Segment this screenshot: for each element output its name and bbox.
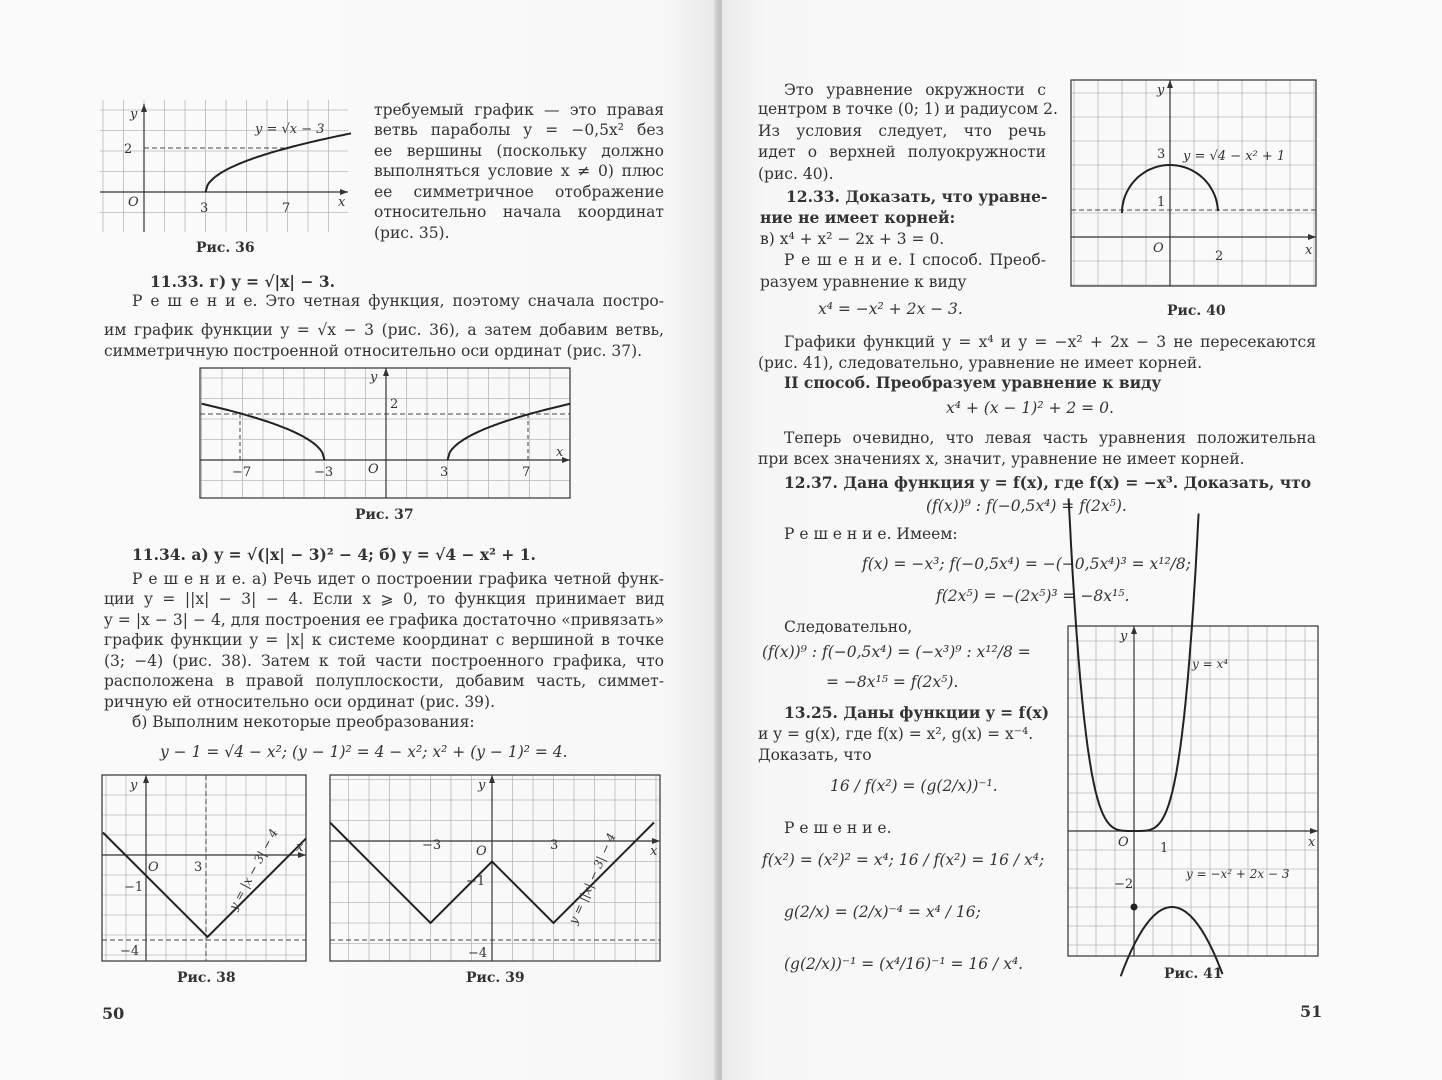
- fig41-graph: [1068, 626, 1320, 958]
- problem-12-33-v: в) x⁴ + x² − 2x + 3 = 0.: [760, 230, 945, 248]
- right-top-line-4: идет о верхней полуокружности: [758, 143, 1046, 161]
- p1134-solution-line-6: расположена в правой полуплоскости, добавим часть, симмет-: [104, 672, 664, 690]
- fig37-axis-y: y: [370, 370, 378, 385]
- fig40-caption: Рис. 40: [1167, 303, 1226, 319]
- p1134-solution-line-2: ции y = ||x| − 3| − 4. Если x ⩾ 0, то функция принимает вид: [104, 590, 664, 608]
- fig41-function-label-1: y = x⁴: [1192, 657, 1229, 671]
- fig37-tick-x7: 7: [522, 465, 531, 480]
- p1134-solution-line-5: (3; −4) (рис. 38). Затем к той части построенного графика, что: [104, 652, 664, 670]
- fig40-grid: [1071, 80, 1316, 286]
- fig40-graph: [1071, 80, 1318, 288]
- p-sled-formula-2: = −8x¹⁵ = f(2x⁵).: [826, 673, 959, 691]
- fig40-tick-y3: 3: [1157, 147, 1166, 162]
- fig39-graph: [330, 775, 662, 963]
- fig41-tick-x1: 1: [1160, 841, 1169, 856]
- fig40-tick-x2: 2: [1215, 249, 1224, 264]
- fig39-grid: [330, 775, 660, 961]
- fig36-caption: Рис. 36: [196, 240, 255, 256]
- p1134-solution-line-7: ричную ей относительно оси ординат (рис. 39).: [104, 693, 496, 711]
- fig37-tick-x3: 3: [440, 465, 449, 480]
- p-method-2: II способ. Преобразуем уравнение к виду: [784, 373, 1162, 392]
- fig39-origin: O: [476, 844, 487, 859]
- p-graphs-line-2: (рис. 41), следовательно, уравнение не имеет корней.: [758, 354, 1203, 372]
- p-now-line-2: при всех значениях x, значит, уравнение не имеет корней.: [758, 450, 1245, 468]
- p1237-formula: (f(x))⁹ : f(−0,5x⁴) = f(2x⁵).: [926, 497, 1127, 515]
- right-top-line-5: (рис. 40).: [758, 165, 834, 183]
- p1325-formula-2: g(2/x) = (2/x)⁻⁴ = x⁴ / 16;: [784, 903, 981, 921]
- fig38-tick-ym1: −1: [124, 880, 144, 895]
- fig38-axis-y: y: [130, 778, 138, 793]
- formula-b: y − 1 = √4 − x²; (y − 1)² = 4 − x²; x² + (y − 1)² = 4.: [160, 743, 568, 761]
- p1134-solution-line-3: y = |x − 3| − 4, для построения ее графика достаточно «привязать»: [104, 611, 664, 629]
- fig36-tick-y2: 2: [124, 142, 133, 157]
- fig39-tick-ym4: −4: [468, 946, 488, 961]
- fig37-tick-xm7: −7: [232, 465, 252, 480]
- p1237-solution: Р е ш е н и е. Имеем:: [784, 525, 958, 543]
- problem-12-33-line-2: ние не имеет корней:: [760, 208, 956, 227]
- problem-11-34: 11.34. а) y = √(|x| − 3)² − 4; б) y = √4 − x² + 1.: [132, 545, 536, 564]
- p-method-2-formula: x⁴ + (x − 1)² + 2 = 0.: [946, 399, 1114, 417]
- p-sled-formula-1: (f(x))⁹ : f(−0,5x⁴) = (−x³)⁹ : x¹²/8 =: [762, 643, 1031, 661]
- fig39-tick-x3: 3: [550, 838, 559, 853]
- fig36-origin: O: [128, 195, 139, 210]
- fig39-axis-x: x: [650, 844, 658, 859]
- fig41-grid: [1068, 626, 1318, 956]
- p1134-part-b: б) Выполним некоторые преобразования:: [132, 713, 475, 731]
- fig38-caption: Рис. 38: [177, 970, 236, 986]
- p1325-formula-1: f(x²) = (x²)² = x⁴; 16 / f(x²) = 16 / x⁴;: [762, 851, 1045, 869]
- p1133-solution-line-2: им график функции y = √x − 3 (рис. 36), а затем добавим ветвь,: [104, 321, 664, 339]
- fig37-origin: O: [368, 462, 379, 477]
- fig41-tick-ym2: −2: [1114, 877, 1134, 892]
- right-top-line-2: центром в точке (0; 1) и радиусом 2.: [758, 100, 1058, 118]
- fig39-axis-y: y: [478, 778, 486, 793]
- para-right-36-line-6: относительно начала координат: [374, 203, 664, 221]
- para-right-36-line-7: (рис. 35).: [374, 224, 450, 242]
- problem-12-33-line-1: 12.33. Доказать, что уравне-: [786, 187, 1048, 206]
- fig36-tick-x7: 7: [282, 201, 291, 216]
- fig38-tick-ym4: −4: [120, 944, 140, 959]
- problem-13-25-line-1: 13.25. Даны функции y = f(x): [784, 703, 1050, 722]
- fig40-tick-y1: 1: [1157, 195, 1166, 210]
- fig36-curve: [206, 133, 352, 192]
- fig37-graph: [200, 368, 572, 500]
- para-right-36-line-3: ее вершины (поскольку должно: [374, 142, 664, 160]
- para-right-36-line-4: выполняться условие x ≠ 0) плюс: [374, 162, 664, 180]
- fig41-origin: O: [1118, 835, 1129, 850]
- fig37-tick-y2: 2: [390, 397, 399, 412]
- para-right-36-line-2: ветвь параболы y = −0,5x² без: [374, 121, 664, 139]
- fig36-axis-x: x: [338, 195, 346, 210]
- fig40-origin: O: [1153, 241, 1164, 256]
- para-right-36-line-5: ее симметричное отображение: [374, 183, 664, 201]
- fig37-axis-x: x: [556, 445, 564, 460]
- fig40-function-label: y = √4 − x² + 1: [1183, 149, 1286, 164]
- fig41-point: [1131, 904, 1138, 911]
- fig38-axis-x: x: [296, 840, 304, 855]
- fig36-axis-y: y: [130, 107, 138, 122]
- fig39-tick-xm3: −3: [422, 838, 442, 853]
- fig36-tick-x3: 3: [200, 201, 209, 216]
- p1133-solution-line-1: Р е ш е н и е. Это четная функция, поэтому сначала постро-: [132, 292, 664, 310]
- fig41-caption: Рис. 41: [1164, 966, 1223, 982]
- fig41-axis-y: y: [1120, 629, 1128, 644]
- fig39-caption: Рис. 39: [466, 970, 525, 986]
- p1237-formula-3: f(2x⁵) = −(2x⁵)³ = −8x¹⁵.: [936, 587, 1130, 605]
- fig37-tick-xm3: −3: [314, 465, 334, 480]
- fig41-function-label-2: y = −x² + 2x − 3: [1186, 867, 1290, 881]
- fig41-axis-x: x: [1308, 835, 1316, 850]
- right-top-line-3: Из условия следует, что речь: [758, 122, 1046, 140]
- fig37-caption: Рис. 37: [355, 507, 414, 523]
- fig38-origin: O: [148, 860, 159, 875]
- p1233-solution-line-1: Р е ш е н и е. I способ. Преоб-: [784, 251, 1046, 269]
- fig39-tick-ym1: −1: [466, 874, 486, 889]
- page-number-right: 51: [1300, 1002, 1323, 1021]
- fig38-function-label: y = |x − 3| − 4: [226, 826, 281, 913]
- p1133-solution-line-3: симметричную построенной относительно оси ординат (рис. 37).: [104, 342, 643, 360]
- right-top-line-1: Это уравнение окружности с: [784, 81, 1046, 99]
- page-number-left: 50: [102, 1004, 125, 1023]
- right-page: [722, 0, 1442, 1080]
- p-graphs-line-1: Графики функций y = x⁴ и y = −x² + 2x − 3 не пересекаются: [784, 333, 1316, 351]
- p1233-solution-line-2: разуем уравнение к виду: [760, 273, 967, 291]
- fig40-axis-x: x: [1305, 243, 1313, 258]
- left-page: [0, 0, 718, 1080]
- p1325-solution: Р е ш е н и е.: [784, 819, 892, 837]
- fig39-function-label: y = ||x| − 3| − 4: [565, 830, 619, 927]
- p1237-formula-2: f(x) = −x³; f(−0,5x⁴) = −(−0,5x⁴)³ = x¹²/8;: [862, 555, 1191, 573]
- fig37-grid: [200, 368, 570, 498]
- problem-11-33: 11.33. г) y = √|x| − 3.: [150, 272, 336, 291]
- fig36-function-label: y = √x − 3: [255, 122, 325, 137]
- p1134-solution-line-1: Р е ш е н и е. а) Речь идет о построении графика четной функ-: [132, 570, 664, 588]
- fig38-graph: [102, 775, 308, 963]
- p1233-formula-1: x⁴ = −x² + 2x − 3.: [818, 300, 963, 318]
- fig40-axis-y: y: [1157, 83, 1165, 98]
- p1325-formula-3: (g(2/x))⁻¹ = (x⁴/16)⁻¹ = 16 / x⁴.: [784, 955, 1024, 973]
- p1325-formula: 16 / f(x²) = (g(2/x))⁻¹.: [830, 777, 998, 795]
- p-sled: Следовательно,: [784, 618, 913, 636]
- p1134-solution-line-4: график функции y = |x| к системе координат с вершиной в точке: [104, 631, 664, 649]
- p-now-line-1: Теперь очевидно, что левая часть уравнения положительна: [784, 429, 1316, 447]
- fig36-graph: [100, 100, 355, 235]
- problem-12-37: 12.37. Дана функция y = f(x), где f(x) = −x³. Доказать, что: [784, 473, 1312, 492]
- para-right-36-line-1: требуемый график — это правая: [374, 101, 664, 119]
- fig38-tick-x3: 3: [194, 860, 203, 875]
- problem-13-25-line-2: и y = g(x), где f(x) = x², g(x) = x⁻⁴.: [758, 725, 1034, 743]
- problem-13-25-line-3: Доказать, что: [758, 746, 872, 764]
